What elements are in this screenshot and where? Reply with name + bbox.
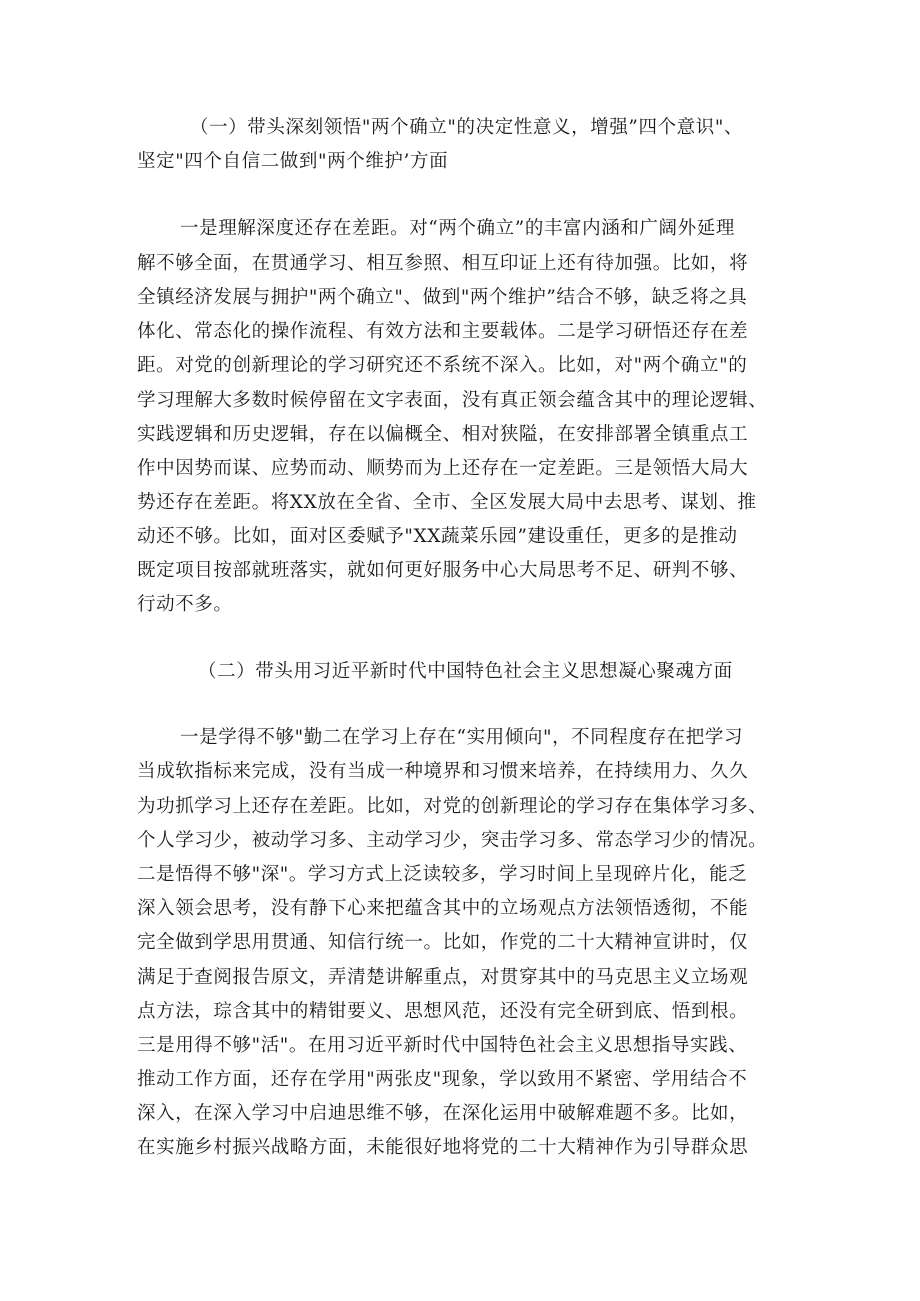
section1-body-line: 实践逻辑和历史逻辑，存在以偏概全、相对狭隘，在安排部署全镇重点工 <box>137 424 749 445</box>
section1-heading-line-1: （一）带头深刻领悟"两个确立"的决定性意义，增强”四个意识"、 <box>190 117 744 138</box>
section1-body-line: 一是理解深度还存在差距。对“两个确立”的丰富内涵和广阔外延理 <box>180 218 735 239</box>
section2-body-line: 当成软指标来完成，没有当成一种境界和习惯来培养，在持续用力、久久 <box>137 761 749 782</box>
section2-body-line: 一是学得不够"勤二在学习上存在“实用倾向"，不同程度存在把学习 <box>180 727 744 748</box>
section2-heading: （二）带头用习近平新时代中国特色社会主义思想凝心聚魂方面 <box>198 661 733 682</box>
section1-body-line: 解不够全面，在贯通学习、相互参照、相互印证上还有待加强。比如，将 <box>137 253 749 274</box>
section2-body-line: 点方法，琮含其中的精钳要义、思想风范，还没有完全研到底、悟到根。 <box>137 1001 749 1022</box>
section2-body-line: 为功抓学习上还存在差距。比如，对党的创新理论的学习存在集体学习多、 <box>137 796 768 817</box>
section1-body-line: 作中因势而谋、应势而动、顺势而为上还存在一定差距。三是领悟大局大 <box>137 458 749 479</box>
section1-body-line: 行动不多。 <box>137 594 233 615</box>
section2-body-line: 三是用得不够"活"。在用习近平新时代中国特色社会主义思想指导实践、 <box>137 1035 748 1056</box>
section2-body-line: 在实施乡村振兴战略方面，未能很好地将党的二十大精神作为引导群众思 <box>137 1137 749 1158</box>
section1-heading-line-2: 坚定"四个自信二做到"两个维护’方面 <box>137 151 449 172</box>
section1-body-line: 动还不够。比如，面对区委赋予"XX蔬菜乐园”建设重任，更多的是推动 <box>137 526 738 547</box>
section2-body-line: 完全做到学思用贯通、知信行统一。比如，作党的二十大精神宣讲时，仅 <box>137 932 749 953</box>
section2-body-line: 满足于查阅报告原文，弄清楚讲解重点，对贯穿其中的马克思主义立场观 <box>137 967 749 988</box>
section1-body-line: 体化、常态化的操作流程、有效方法和主要载体。二是学习研悟还存在差 <box>137 321 749 342</box>
section1-body-line: 既定项目按部就班落实，就如何更好服务中心大局思考不足、研判不够、 <box>137 560 749 581</box>
section2-body-line: 深入，在深入学习中启迪思维不够，在深化运用中破解难题不多。比如， <box>137 1103 749 1124</box>
section2-body-line: 推动工作方面，还存在学用"两张皮"现象，学以致用不紧密、学用结合不 <box>137 1069 748 1090</box>
section2-body-line: 个人学习少，被动学习多、主动学习少，突击学习多、常态学习少的情况。 <box>137 830 768 851</box>
section1-body-line: 学习理解大多数时候停留在文字表面，没有真正领会蕴含其中的理论逻辑、 <box>137 390 768 411</box>
section2-body-line: 二是悟得不够"深"。学习方式上泛读较多，学习时间上呈现碎片化，能乏 <box>137 864 748 885</box>
section2-body-line: 深入领会思考，没有静下心来把蕴含其中的立场观点方法领悟透彻，不能 <box>137 898 749 919</box>
section1-body-line: 全镇经济发展与拥护"两个确立"、做到"两个维护”结合不够，缺乏将之具 <box>137 287 748 308</box>
section1-body-line: 势还存在差距。将XX放在全省、全市、全区发展大局中去思考、谋划、推 <box>137 492 757 513</box>
section1-body-line: 距。对党的创新理论的学习研究还不系统不深入。比如，对"两个确立"的 <box>137 355 748 376</box>
